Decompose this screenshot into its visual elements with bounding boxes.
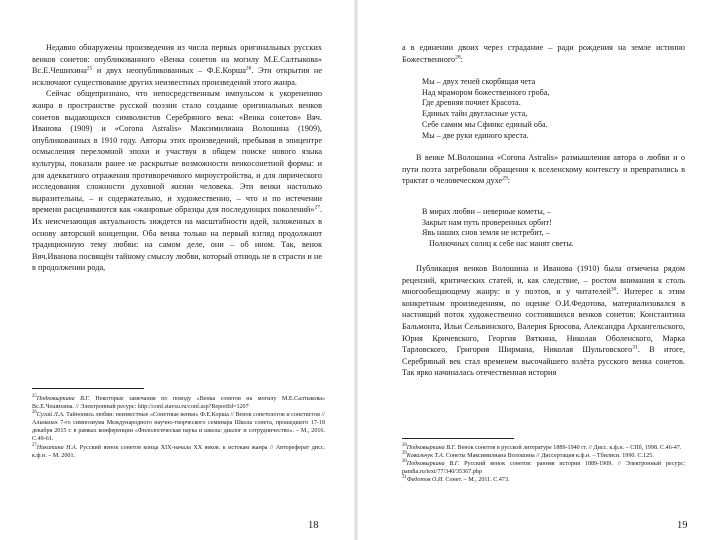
left-paragraph-2 [32, 88, 322, 274]
footnote-text: Русский венок сонетов: ранняя история 1889-1909. // Электронный ресурс: pandia.ru/text/77/340/35367.php [402, 461, 686, 476]
text-run: и двух неопубликованных – Ф.Е.Корша [92, 66, 246, 76]
poem-line: Над мрамором божественного гроба, [422, 87, 550, 97]
footnote-number: 31 [402, 475, 407, 481]
text-run: Сейчас общепризнано, что непосредственным импульсом к укоренению жанра в пространстве русской поэзии стало создание оригинальных венков сонетов выдающихся символистов Серебряного века: «Венка сонетов» Вяч. Иванова (1909) и «Corona Astralis» Максимилиана Волошина (1909), опубликованных в 1910 году. Авторы этих произведений, пребывая в эпицентре осмысления переломной эпохи и участвуя в общем поиске нового языка культуры, показали ранее не раскрытые возможности венкосонетной формы: и для адекватного отражения противоречивого мироустройства, и для лирического исследования сложности духовной жизни человека. Эти венки настолько выразительны, – и содержательно, и художественно, – что и по истечении времени расцениваются как «жанровые образцы для последующих поколений» [32, 89, 322, 215]
left-page-body [32, 42, 322, 274]
text-run: В венке М.Волошина «Corona Astralis» размышления автора о любви и о пути поэта затребовали обращения к вселенскому контексту и превратились в трактат о человеческом духе [402, 153, 685, 186]
text-run: : [507, 176, 510, 186]
footnote-ref: 30 [610, 286, 617, 293]
footnote-author: Федотов О.И. [406, 477, 444, 484]
footnote-text: Венок сонетов в русской литературе 1889-1940 гг. // Дисс. к.ф.н. – СПб, 1998. С.46-47. [456, 445, 682, 451]
footnote-ref: 27 [314, 204, 320, 211]
right-bottom-paragraph [402, 263, 685, 379]
footnote [402, 460, 685, 476]
left-footnotes [32, 395, 325, 460]
footnote-number: 27 [32, 442, 37, 448]
right-intro-paragraph [402, 42, 685, 65]
poem-line: Мы – двух теней скорбящая чета [422, 77, 536, 86]
text-run: : [460, 54, 463, 64]
text-run: Недавно обнаружены произведения из числа первых оригинальных русских венков сонетов: опубликованного «Венка сонетов на могилу М.Е.Салтыкова» Вс.Е.Чешихина [32, 43, 322, 76]
footnote-author: Подковыркина В.Г. [406, 461, 460, 468]
text-run: . Их неисчезающая актуальность зиждется на масштабности идей, заложенных в основу авторской концепции. Оба венка только на первый взгляд продолжают традиционную тему любви: на самом деле, они – об ином. Так, венок Вяч.Иванова посвящён тайному смыслу любви, который отнюдь не в страсти и не в продолжении рода, [32, 205, 322, 273]
text-run: . В итоге, Серебряный век стал временем высочайшего взлёта русского венка сонетов. Так ярко начиналась отечественная история [402, 345, 685, 378]
footnote-separator-left [32, 388, 144, 389]
footnote [402, 476, 685, 484]
footnote-text: Сонеты Максимилиана Волошина // Диссертация к.ф.н. – Тбилиси. 1990. С.125. [444, 453, 654, 460]
footnote-author: Ковальчук Т.А. [406, 453, 445, 460]
poem-line: Мы – две руки единого креста. [422, 130, 529, 140]
left-paragraph-1 [32, 42, 322, 88]
page-number-left: 18 [308, 520, 319, 531]
poem-quote-2 [422, 207, 574, 250]
poem-line: В мирах любви – неверные кометы, – [422, 207, 551, 216]
footnote-author: Подковыркина В.Г. [406, 445, 456, 451]
footnote-text: Русский венок сонетов конца XIX-начала XX веков. к истокам жанра // Автореферат дисс. к.ф.н. – М. 2001. [32, 444, 325, 459]
footnote [32, 411, 325, 443]
footnote-author: Подковыркина В.Г. [36, 396, 90, 402]
footnote-number: 25 [32, 393, 37, 399]
poem-quote-1 [422, 77, 549, 141]
footnote-ref: 28 [455, 53, 461, 60]
footnote-number: 30 [402, 459, 407, 465]
footnote-ref: 31 [632, 344, 638, 351]
poem-line: Себе самим мы Сфинкс единый оба. [422, 119, 548, 129]
poem-line: Закрыт нам путь проверенных орбит! [422, 217, 552, 227]
book-gutter [354, 0, 358, 540]
text-run: . Эти открытия не исключают существование других неизвестных произведений этого жанра. [32, 66, 322, 87]
footnote-text: Сонет. – М., 2011. С.473. [443, 477, 510, 484]
footnote [402, 452, 685, 460]
right-bottom-text [402, 263, 685, 379]
footnote-author: Никитина Н.А. [36, 444, 78, 451]
footnote-ref: 29 [502, 175, 508, 182]
footnote [32, 395, 325, 411]
right-mid-paragraph [402, 152, 685, 187]
footnote-number: 28 [402, 442, 407, 448]
poem-line: Где древняя почиет Красота. [422, 98, 521, 108]
text-run: а в единении двоих через страдание – ради рождения на земле истинно Божественного [402, 43, 685, 64]
footnote [402, 444, 685, 452]
footnote-author: Сугай Л.А. [36, 412, 65, 419]
poem-line: Явь наших снов земля не истребит, – [422, 228, 550, 238]
footnote-number: 26 [32, 410, 37, 416]
right-mid-text [402, 152, 685, 187]
poem-line: Полночных солнц к себе нас манят светы. [429, 239, 574, 249]
footnote [32, 444, 325, 460]
footnote-number: 29 [402, 451, 407, 457]
right-intro-text [402, 42, 685, 65]
footnote-separator-right [402, 438, 514, 439]
footnote-text: Тайнопись любви: неизвестные «Сонетные венки» Ф.Е.Корша // Венок сонетологов и сонетистов // Альманах 7-го симпозиума Международного научно-творческого семинара Школа сонета, прошедшего 17-18 декабря 2015 г. в рамках конференции «Филологическая наука и школа: диалог и сотрудничество». – М., 2016. С.49-61. [32, 412, 325, 443]
footnote-ref: 26 [245, 65, 252, 72]
text-run: . Интерес к этим конкретным произведениям, по оценке О.И.Федотова, материализовался в настоящий поток художественно состоявшихся венков сонетов: Константина Бальмонта, Ильи Сельвинского, Валерия Брюсова, Александра Архангельского, Юрия Кричевского, Георгия Вяткина, Николая Оболенского, Марка Тарловского, Григория Ширмана, Николая Шульговского [402, 287, 685, 355]
poem-line: Единых тайн двугласные уста, [422, 109, 528, 119]
text-run: Публикация венков Волошина и Иванова (1910) была отмечена рядом рецензий, критических статей, и, как следствие, – ростом внимания к столь многообещающему жанру: и у поэтов, и у читателей [402, 264, 685, 297]
right-footnotes [402, 444, 685, 484]
footnote-ref: 25 [86, 65, 93, 72]
page-number-right: 19 [677, 520, 688, 531]
footnote-text: Некоторые замечания по поводу «Венка сонетов на могилу М.Е.Салтыкова» Вс.Е.Чешихина. // Электронный ресурс: http://conf.stavsu.ru/conf.asp?ReportId=1207 [32, 396, 326, 411]
